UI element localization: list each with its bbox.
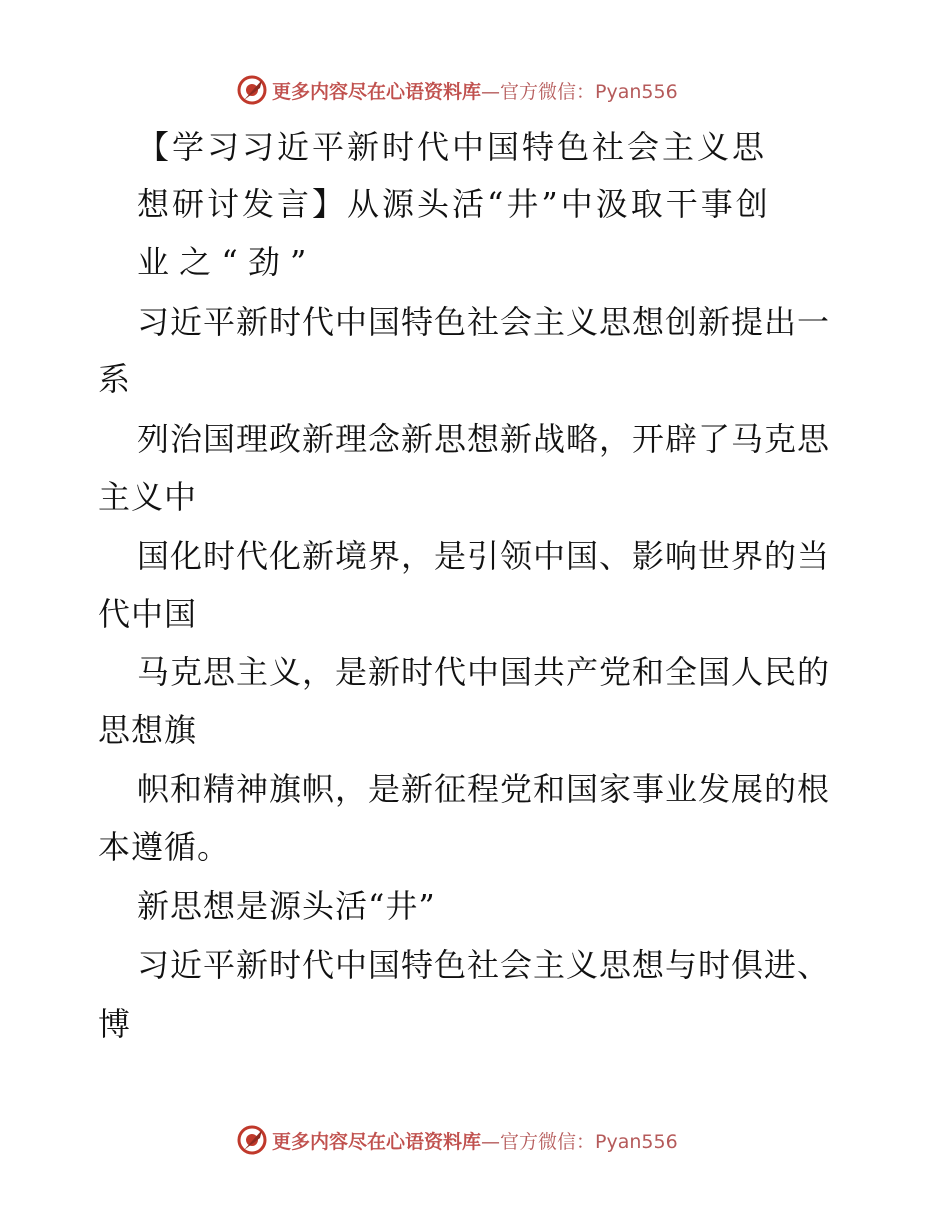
title-line-1: 【学习习近平新时代中国特色社会主义思 (137, 128, 768, 166)
body-line-5: 国化时代化新境界，是引领中国、影响世界的当 (137, 537, 831, 575)
footer-banner-dash: — (481, 1130, 501, 1153)
header-banner-main: 更多内容尽在心语资料库 (272, 80, 482, 103)
quill-logo-icon (236, 1124, 268, 1156)
title-line-3: 业 之 “ 劲 ” (137, 243, 307, 281)
body-line-1: 习近平新时代中国特色社会主义思想创新提出一 (137, 303, 831, 341)
body-line-3: 列治国理政新理念新思想新战略，开辟了马克思 (137, 420, 831, 458)
title-line-2: 想研讨发言】从源头活“井”中汲取干事创 (137, 185, 771, 223)
section-heading: 新思想是源头活“井” (137, 887, 436, 925)
header-banner-text (272, 77, 678, 104)
body-line-13: 博 (98, 1005, 132, 1043)
body-line-12: 习近平新时代中国特色社会主义思想与时俱进、 (137, 946, 831, 984)
body-line-4: 主义中 (98, 478, 198, 516)
body-line-8: 思想旗 (98, 711, 198, 749)
body-line-7: 马克思主义，是新时代中国共产党和全国人民的 (137, 653, 831, 691)
footer-banner-wechat: 官方微信：Pyan556 (500, 1130, 678, 1153)
header-banner-wechat: 官方微信：Pyan556 (500, 80, 678, 103)
header-banner (236, 73, 678, 107)
header-banner-dash: — (481, 80, 501, 103)
footer-banner (236, 1123, 678, 1157)
body-line-2: 系 (98, 360, 132, 398)
body-line-6: 代中国 (98, 595, 198, 633)
footer-banner-main: 更多内容尽在心语资料库 (272, 1130, 482, 1153)
body-line-10: 本遵循。 (98, 828, 231, 866)
footer-banner-text (272, 1127, 678, 1154)
quill-logo-icon (236, 74, 268, 106)
body-line-9: 帜和精神旗帜，是新征程党和国家事业发展的根 (137, 770, 831, 808)
